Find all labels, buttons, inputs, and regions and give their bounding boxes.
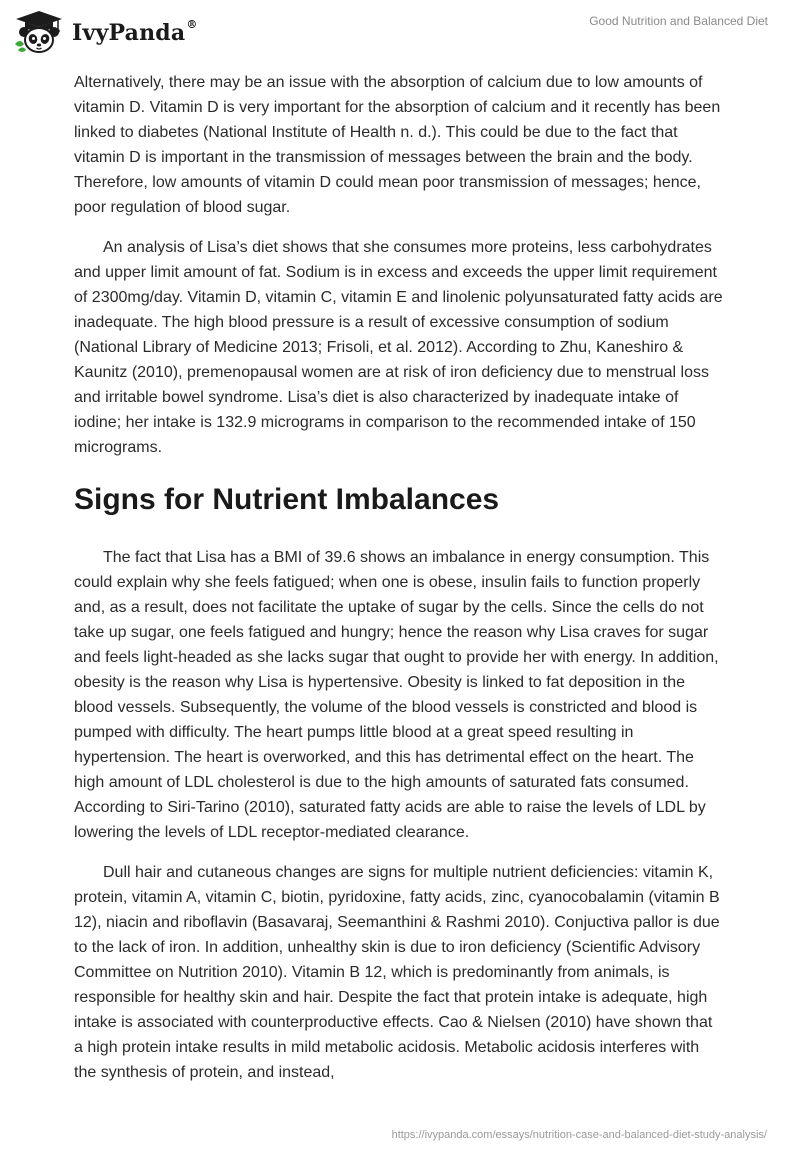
- registered-mark: ®: [186, 18, 198, 31]
- section-heading: Signs for Nutrient Imbalances: [74, 483, 500, 516]
- source-url[interactable]: https://ivypanda.com/essays/nutrition-case-and-balanced-diet-study-analysis/: [391, 1129, 767, 1141]
- panda-graduation-cap-icon: [12, 8, 66, 54]
- paragraph-vitamin-d: Alternatively, there may be an issue with the absorption of calcium due to low amounts of vitamin D. Vitamin D is very important for the absorption of calcium and it recently has been linked to diabetes (National Institute of Health n. d.). This could be due to the fact that vitamin D is important in the transmission of messages between the brain and the body. Therefore, low amounts of vitamin D could mean poor transmission of messages; hence, poor regulation of blood sugar.: [74, 74, 721, 216]
- paragraph-nutrient-deficiencies: Dull hair and cutaneous changes are signs for multiple nutrient deficiencies: vitamin K, protein, vitamin A, vitamin C, biotin, pyridoxine, fatty acids, zinc, cyanocobalamin (vitamin B 12), niacin and riboflavin (Basavaraj, Seemanthini & Rashmi 2010). Conjuctiva pallor is due to the lack of iron. In addition, unhealthy skin is due to iron deficiency (Scientific Advisory Committee on Nutrition 2010). Vitamin B 12, which is predominantly from animals, is responsible for healthy skin and hair. Despite the fact that protein intake is adequate, high intake is associated with counterproductive effects. Cao & Nielsen (2010) have shown that a high protein intake results in mild metabolic acidosis. Metabolic acidosis interferes with the synthesis of protein, and instead,: [74, 864, 720, 1081]
- document-title: Good Nutrition and Balanced Diet: [589, 14, 768, 28]
- ivypanda-logo[interactable]: [12, 8, 198, 54]
- brand-name-text: IvyPanda: [72, 20, 186, 46]
- page-header: [0, 0, 800, 60]
- paragraph-diet-analysis: An analysis of Lisa’s diet shows that she consumes more proteins, less carbohydrates and upper limit amount of fat. Sodium is in excess and exceeds the upper limit requirement of 2300mg/day. Vitamin D, vitamin C, vitamin E and linolenic polyunsaturated fatty acids are inadequate. The high blood pressure is a result of excessive consumption of sodium (National Library of Medicine 2013; Frisoli, et al. 2012). According to Zhu, Kaneshiro & Kaunitz (2010), premenopausal women are at risk of iron deficiency due to menstrual loss and irritable bowel syndrome. Lisa’s diet is also characterized by inadequate intake of iodine; her intake is 132.9 micrograms in comparison to the recommended intake of 150 micrograms.: [74, 239, 723, 456]
- essay-content: [74, 70, 724, 1085]
- paragraph-bmi-imbalance: The fact that Lisa has a BMI of 39.6 shows an imbalance in energy consumption. This could explain why she feels fatigued; when one is obese, insulin fails to function properly and, as a result, does not facilitate the uptake of sugar by the cells. Since the cells do not take up sugar, one feels fatigued and hungry; hence the reason why Lisa craves for sugar and feels light-headed as she lacks sugar that ought to provide her with energy. In addition, obesity is the reason why Lisa is hypertensive. Obesity is linked to fat deposition in the blood vessels. Subsequently, the volume of the blood vessels is constricted and blood is pumped with difficulty. The heart pumps little blood at a great speed resulting in hypertension. The heart is overworked, and this has detrimental effect on the heart. The high amount of LDL cholesterol is due to the high amounts of saturated fats consumed. According to Siri-Tarino (2010), saturated fatty acids are able to raise the levels of LDL by lowering the levels of LDL receptor-mediated clearance.: [74, 549, 719, 841]
- brand-name: [72, 18, 198, 46]
